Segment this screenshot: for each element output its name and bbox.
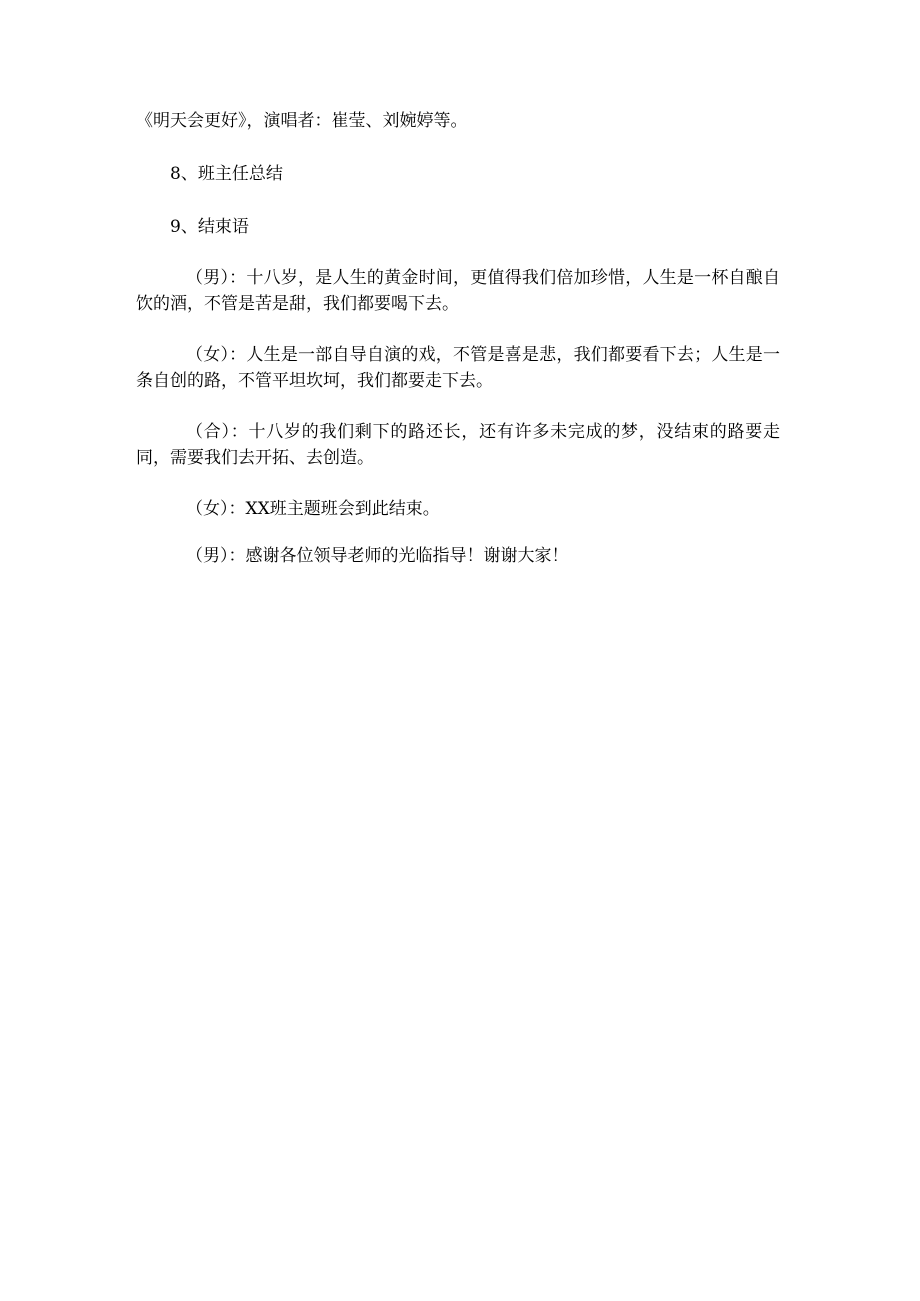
speech-male-1: （男）：十八岁，是人生的黄金时间，更值得我们倍加珍惜，人生是一杯自酿自饮的酒，不管是苦是甜，我们都要喝下去。 xyxy=(136,268,780,314)
speech-female-1: （女）：人生是一部自导自演的戏，不管是喜是悲，我们都要看下去；人生是一条自创的路，不管平坦坎坷，我们都要走下去。 xyxy=(136,345,780,391)
speech-female-2: （女）：XX班主题班会到此结束。 xyxy=(186,499,440,519)
item-8-heading: 8、班主任总结 xyxy=(170,164,283,184)
document-body xyxy=(136,108,780,569)
speech-together: （合）：十八岁的我们剩下的路还长，还有许多未完成的梦，没结束的路要走同，需要我们去开拓、去创造。 xyxy=(136,422,780,468)
speech-male-2: （男）：感谢各位领导老师的光临指导！谢谢大家！ xyxy=(186,546,569,566)
song-credit-line: 《明天会更好》，演唱者：崔莹、刘婉婷等。 xyxy=(136,111,468,131)
item-9-heading: 9、结束语 xyxy=(170,217,249,237)
